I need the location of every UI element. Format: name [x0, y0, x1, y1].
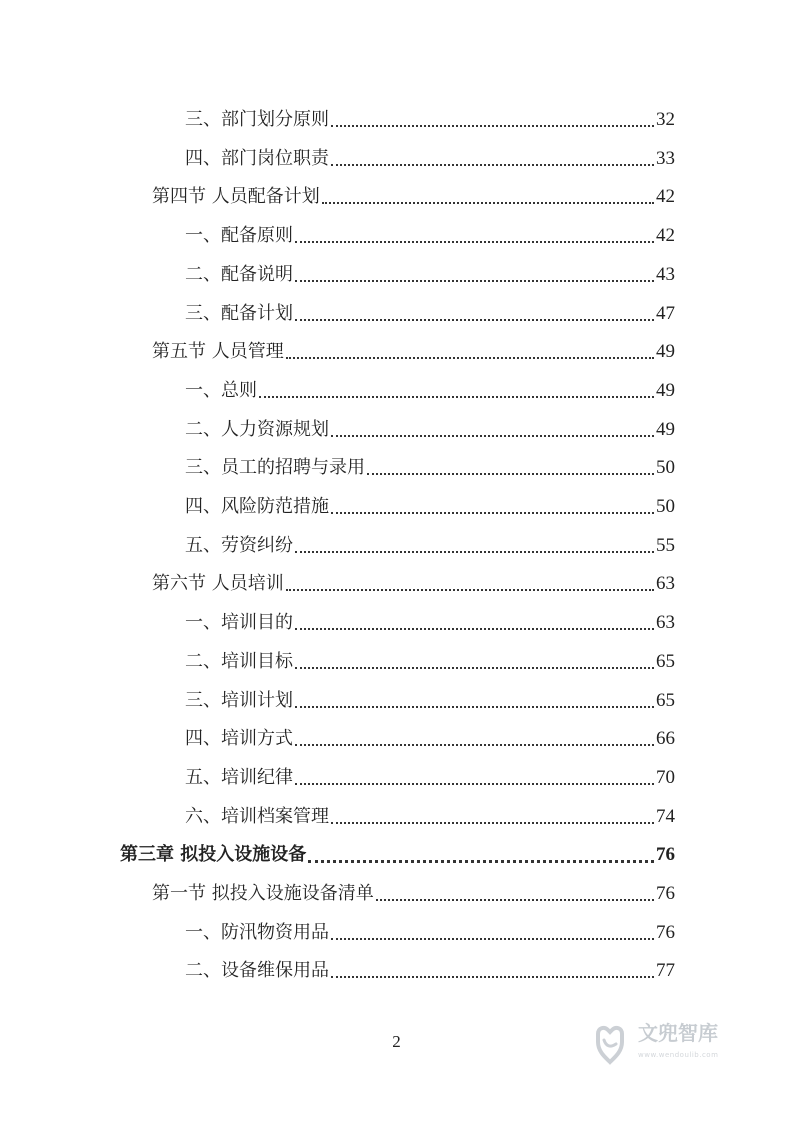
- toc-entry[interactable]: [185, 720, 675, 758]
- toc-entry[interactable]: [185, 295, 675, 333]
- toc-entry-title: 一、总则: [185, 379, 257, 401]
- toc-entry-title: 四、部门岗位职责: [185, 147, 329, 169]
- dot-leader: [295, 241, 654, 243]
- dot-leader: [259, 396, 654, 398]
- toc-entry-page: 32: [656, 109, 675, 130]
- toc-entry-page: 33: [656, 147, 675, 169]
- toc-entry[interactable]: [185, 914, 675, 952]
- dot-leader: [295, 280, 654, 282]
- dot-leader: [376, 899, 654, 901]
- dot-leader: [331, 435, 654, 437]
- toc-entry-title: 四、培训方式: [185, 728, 293, 750]
- toc-entry-title: 第六节 人员培训: [152, 573, 284, 595]
- toc-entry-page: 47: [656, 302, 675, 324]
- toc-entry-page: 65: [656, 689, 675, 711]
- toc-entry-page: 66: [656, 728, 675, 750]
- toc-entry-title: 四、风险防范措施: [185, 496, 329, 517]
- toc-entry[interactable]: [185, 217, 675, 255]
- toc-entry-title: 五、培训纪律: [185, 766, 293, 788]
- toc-entry[interactable]: [152, 178, 675, 216]
- toc-entry-page: 49: [656, 379, 675, 401]
- toc-entry[interactable]: [120, 836, 675, 874]
- dot-leader: [331, 822, 654, 824]
- toc-entry-title: 二、人力资源规划: [185, 418, 329, 440]
- dot-leader: [286, 357, 654, 359]
- watermark-name: 文兜智库: [638, 1021, 718, 1045]
- toc-entry[interactable]: [185, 372, 675, 410]
- toc-entry[interactable]: [185, 643, 675, 681]
- toc-entry-page: 55: [656, 534, 675, 556]
- toc-entry-title: 二、培训目标: [185, 650, 293, 672]
- page-number: 2: [392, 1032, 401, 1051]
- dot-leader: [367, 473, 654, 475]
- dot-leader: [295, 744, 654, 746]
- toc-entry-title: 第三章 拟投入设施设备: [120, 844, 307, 866]
- watermark-url: www.wendoulib.com: [638, 1051, 719, 1059]
- dot-leader: [295, 628, 654, 630]
- toc-entry[interactable]: [185, 798, 675, 836]
- dot-leader: [286, 589, 654, 591]
- toc-entry[interactable]: [152, 333, 675, 371]
- toc-entry-page: 76: [656, 921, 675, 943]
- toc-entry-title: 第五节 人员管理: [152, 341, 284, 363]
- toc-entry[interactable]: [185, 488, 675, 526]
- toc-entry[interactable]: [185, 604, 675, 642]
- toc-entry-page: 50: [656, 496, 675, 517]
- toc-entry-title: 二、设备维保用品: [185, 960, 329, 982]
- dot-leader: [331, 512, 654, 514]
- dot-leader: [295, 667, 654, 669]
- toc-entry-page: 50: [656, 457, 675, 479]
- toc-entry-page: 42: [656, 225, 675, 247]
- dot-leader: [331, 938, 654, 940]
- toc-entry-title: 三、培训计划: [185, 689, 293, 711]
- toc-entry-title: 一、配备原则: [185, 225, 293, 247]
- dot-leader: [322, 202, 654, 204]
- dot-leader: [331, 976, 654, 978]
- watermark-text: [638, 1022, 718, 1066]
- toc-entry-page: 65: [656, 650, 675, 672]
- toc-entry-page: 76: [656, 844, 675, 866]
- toc-entry-title: 第一节 拟投入设施设备清单: [152, 883, 374, 904]
- toc-entry[interactable]: [185, 140, 675, 178]
- toc-entry-page: 43: [656, 263, 675, 285]
- toc-entry[interactable]: [152, 565, 675, 603]
- toc-entry[interactable]: [185, 682, 675, 720]
- toc-entry-title: 五、劳资纠纷: [185, 534, 293, 556]
- toc-entry-page: 42: [656, 186, 675, 208]
- toc-entry[interactable]: [185, 952, 675, 990]
- toc-entry[interactable]: [185, 449, 675, 487]
- toc-entry-title: 一、防汛物资用品: [185, 921, 329, 943]
- toc-entry[interactable]: [152, 875, 675, 913]
- toc-entry-page: 77: [656, 960, 675, 982]
- toc-entry[interactable]: [185, 411, 675, 449]
- toc-entry-page: 49: [656, 341, 675, 363]
- toc-entry-title: 三、部门划分原则: [185, 109, 329, 130]
- toc-entry-title: 六、培训档案管理: [185, 805, 329, 827]
- dot-leader: [295, 551, 654, 553]
- wendou-logo-icon: [588, 1022, 632, 1066]
- toc-entry[interactable]: [185, 256, 675, 294]
- toc-entry-title: 一、培训目的: [185, 612, 293, 634]
- toc-entry-page: 70: [656, 766, 675, 788]
- dot-leader: [331, 125, 654, 127]
- toc-entry-page: 63: [656, 573, 675, 595]
- toc-entry-page: 74: [656, 805, 675, 827]
- toc-entry-page: 76: [656, 883, 675, 904]
- toc-entry-title: 三、员工的招聘与录用: [185, 457, 365, 479]
- toc-entry-title: 三、配备计划: [185, 302, 293, 324]
- toc-entry[interactable]: [185, 527, 675, 565]
- toc-entry[interactable]: [185, 101, 675, 139]
- dot-leader: [331, 164, 654, 166]
- toc-entry-page: 49: [656, 418, 675, 440]
- dot-leader: [308, 860, 654, 863]
- dot-leader: [295, 319, 654, 321]
- toc-entry-title: 第四节 人员配备计划: [152, 186, 320, 208]
- dot-leader: [295, 783, 654, 785]
- dot-leader: [295, 706, 654, 708]
- watermark: [588, 1018, 763, 1070]
- toc-entry-page: 63: [656, 612, 675, 634]
- toc-entry[interactable]: [185, 759, 675, 797]
- toc-entry-title: 二、配备说明: [185, 263, 293, 285]
